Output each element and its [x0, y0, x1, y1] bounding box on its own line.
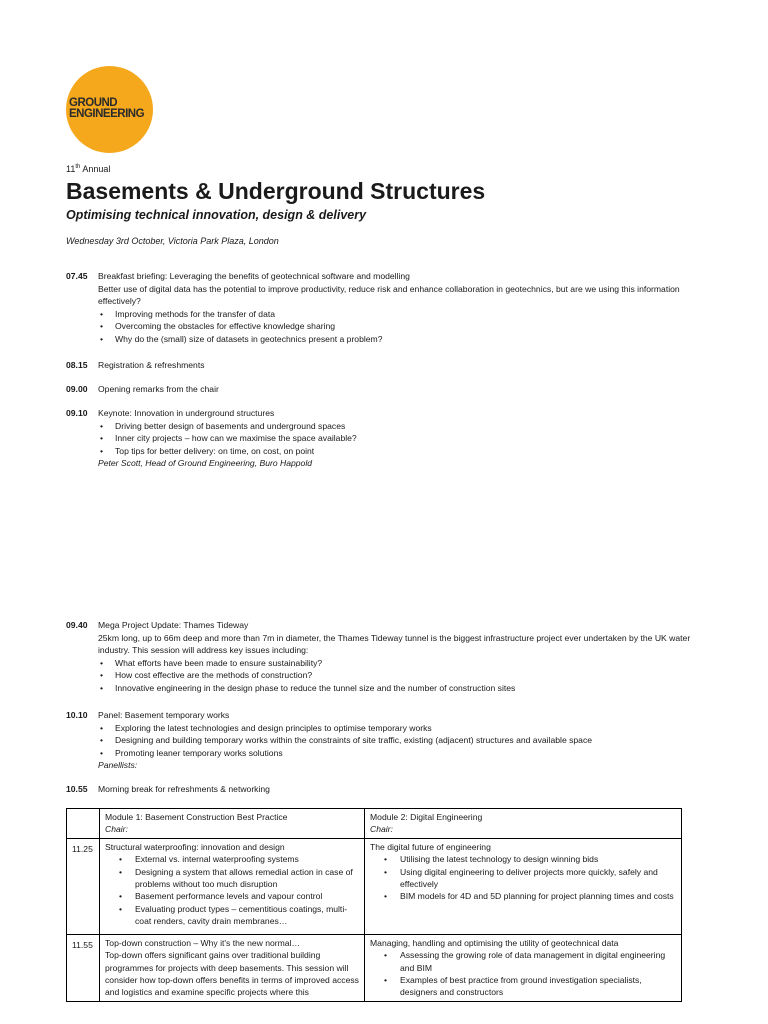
session-panellists: Panellists:: [98, 760, 138, 771]
module-2-session: [365, 934, 682, 1001]
bullet-item: • Driving better design of basements and underground spaces: [98, 420, 706, 433]
bullet-item: • Designing a system that allows remedial action in case of problems without too much disruption: [105, 866, 360, 891]
table-row: [67, 838, 682, 934]
session-time: 09.40: [66, 620, 88, 630]
session-description: 25km long, up to 66m deep and more than 7m in diameter, the Thames Tideway tunnel is the biggest infrastructure project ever undertaken by the UK water industry. This session will address key issues including:: [98, 632, 691, 656]
bullet-item: • Why do the (small) size of datasets in geotechnics present a problem?: [98, 333, 706, 346]
session-bullets: [370, 949, 677, 999]
table-cell: [67, 809, 100, 839]
module-chair: Chair:: [105, 824, 128, 835]
session-bullets: [98, 420, 706, 458]
session-title: Mega Project Update: Thames Tideway: [98, 620, 249, 630]
bullet-item: • Using digital engineering to deliver projects more quickly, safely and effectively: [370, 866, 677, 891]
row-time: 11.55: [67, 934, 100, 1001]
table-row: [67, 934, 682, 1001]
session-speaker: Peter Scott, Head of Ground Engineering, Buro Happold: [98, 458, 313, 469]
module-1-header: [100, 809, 365, 839]
bullet-item: • Evaluating product types – cementitious coatings, multi-coat renders, cavity drain membranes…: [105, 903, 360, 928]
session-title: Managing, handling and optimising the utility of geotechnical data: [370, 937, 619, 948]
bullet-item: • Utilising the latest technology to design winning bids: [370, 853, 677, 865]
bullet-item: • External vs. internal waterproofing systems: [105, 853, 360, 865]
session-description: Better use of digital data has the potential to improve productivity, reduce risk and enhance collaboration in geotechnics, but are we using this information effectively?: [98, 283, 680, 307]
module-2-session: [365, 838, 682, 934]
bullet-item: • Inner city projects – how can we maximise the space available?: [98, 432, 706, 445]
session-title: Panel: Basement temporary works: [98, 710, 230, 720]
bullet-item: • Promoting leaner temporary works solutions: [98, 747, 706, 760]
session-title: Opening remarks from the chair: [98, 384, 219, 394]
session-title: Breakfast briefing: Leveraging the benefits of geotechnical software and modelling: [98, 271, 410, 281]
agenda-item-0910: [66, 407, 706, 470]
page-title: Basements & Underground Structures: [66, 178, 486, 204]
session-bullets: [98, 722, 706, 760]
module-1-session: [100, 934, 365, 1001]
module-2-header: [365, 809, 682, 839]
table-header-row: [67, 809, 682, 839]
bullet-item: • How cost effective are the methods of construction?: [98, 669, 706, 682]
bullet-item: • What efforts have been made to ensure sustainability?: [98, 657, 706, 670]
session-title: Keynote: Innovation in underground structures: [98, 408, 275, 418]
session-description: Top-down offers significant gains over traditional building programmes for projects with deep basements. This session will consider how top-down offers benefits in terms of improved access and logistics and examine specific projects where this: [105, 950, 359, 998]
edition-label: 11th Annual: [66, 164, 111, 174]
bullet-item: • Assessing the growing role of data management in digital engineering and BIM: [370, 949, 677, 974]
session-title: Morning break for refreshments & networking: [98, 784, 270, 794]
session-title: The digital future of engineering: [370, 841, 491, 852]
agenda-item-1055: [66, 783, 706, 796]
session-title: Structural waterproofing: innovation and design: [105, 841, 285, 852]
bullet-item: • Top tips for better delivery: on time, on cost, on point: [98, 445, 706, 458]
bullet-item: • Designing and building temporary works within the constraints of site traffic, existing (adjacent) structures and available space: [98, 734, 706, 747]
session-title: Registration & refreshments: [98, 360, 205, 370]
bullet-item: • Basement performance levels and vapour control: [105, 890, 360, 902]
session-time: 10.10: [66, 710, 88, 720]
bullet-item: • Examples of best practice from ground investigation specialists, designers and constructors: [370, 974, 677, 999]
session-time: 10.55: [66, 784, 88, 794]
module-title: Module 2: Digital Engineering: [370, 812, 483, 822]
bullet-item: • BIM models for 4D and 5D planning for project planning times and costs: [370, 890, 677, 902]
row-time: 11.25: [67, 838, 100, 934]
agenda-item-0900: [66, 383, 706, 396]
bullet-item: • Improving methods for the transfer of data: [98, 308, 706, 321]
page-subtitle: Optimising technical innovation, design & delivery: [66, 208, 367, 222]
event-date-venue: Wednesday 3rd October, Victoria Park Plaza, London: [66, 236, 279, 246]
bullet-item: • Innovative engineering in the design phase to reduce the tunnel size and the number of construction sites: [98, 682, 706, 695]
session-time: 08.15: [66, 360, 88, 370]
bullet-item: • Overcoming the obstacles for effective knowledge sharing: [98, 320, 706, 333]
module-title: Module 1: Basement Construction Best Practice: [105, 812, 288, 822]
agenda-item-0815: [66, 359, 706, 372]
agenda-item-1010: [66, 709, 706, 772]
agenda-item-0745: [66, 270, 706, 346]
module-1-session: [100, 838, 365, 934]
modules-table: [66, 808, 682, 1002]
session-time: 09.00: [66, 384, 88, 394]
session-bullets: [370, 853, 677, 903]
session-bullets: [98, 308, 706, 346]
ground-engineering-logo: [66, 66, 153, 153]
module-chair: Chair:: [370, 824, 393, 835]
bullet-item: • Exploring the latest technologies and design principles to optimise temporary works: [98, 722, 706, 735]
session-time: 09.10: [66, 408, 88, 418]
session-title: Top-down construction – Why it's the new normal…: [105, 937, 301, 948]
session-bullets: [105, 853, 360, 927]
logo-text: GROUND ENGINEERING: [69, 97, 145, 120]
agenda-item-0940: [66, 619, 706, 695]
session-bullets: [98, 657, 706, 695]
session-time: 07.45: [66, 271, 88, 281]
